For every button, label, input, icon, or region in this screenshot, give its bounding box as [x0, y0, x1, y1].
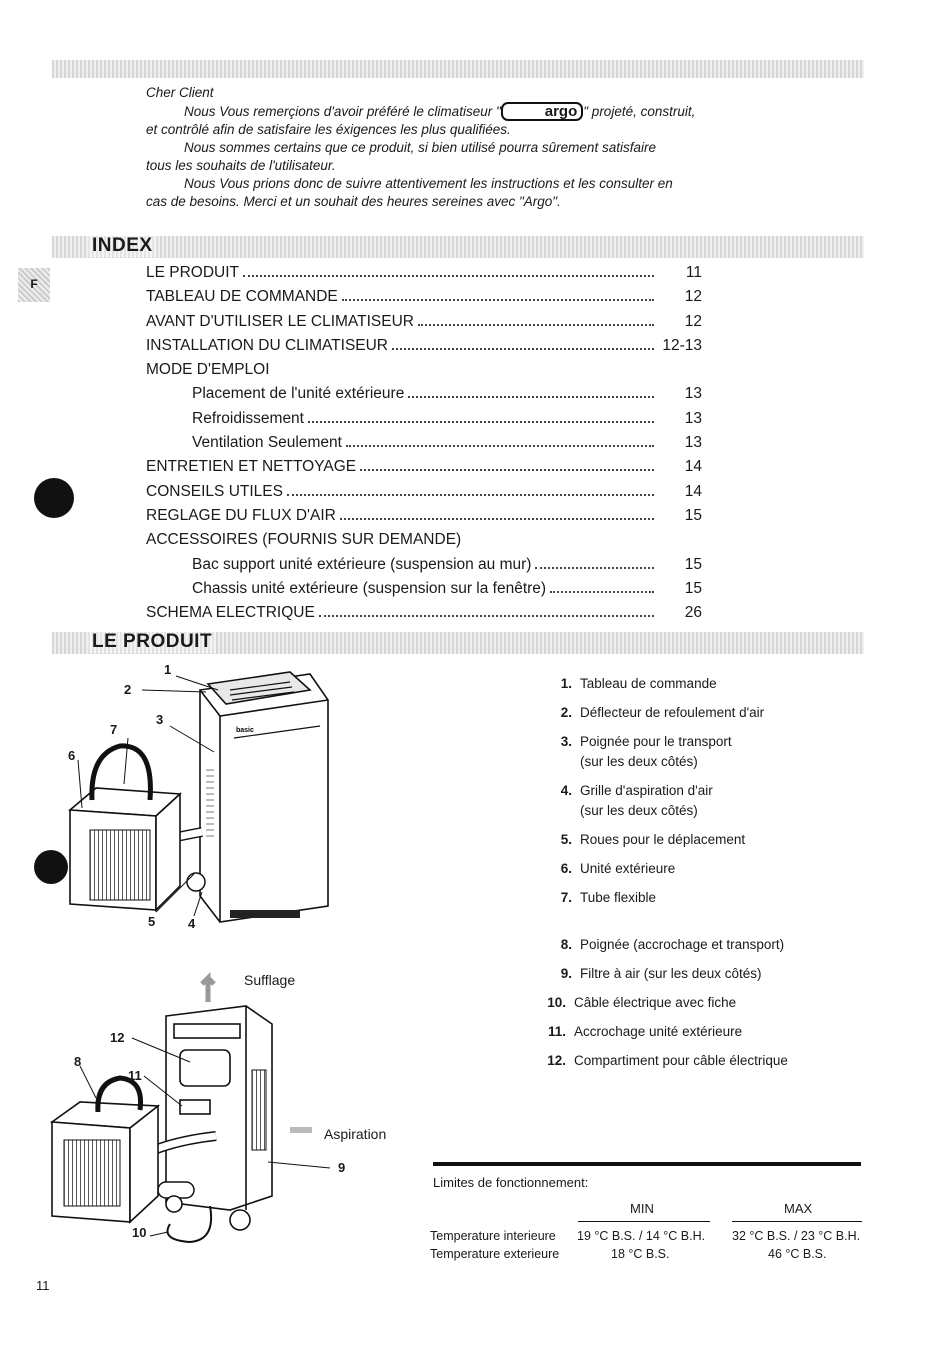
- callout-8: 8: [74, 1054, 82, 1069]
- limits-max-rule: [732, 1221, 862, 1222]
- part-text: Poignée pour le transport: [580, 734, 732, 749]
- part-text: Tube flexible: [580, 890, 657, 905]
- limits-col-min: MIN: [630, 1201, 654, 1216]
- toc-leader: [319, 615, 654, 617]
- part-number: [552, 801, 572, 820]
- list-item: [552, 801, 852, 820]
- toc-leader: [308, 421, 654, 423]
- limits-col-max: MAX: [784, 1201, 813, 1216]
- list-item: [546, 993, 846, 1012]
- toc-page: 14: [684, 458, 702, 476]
- language-tab: F: [18, 268, 50, 302]
- toc-leader: [287, 494, 654, 496]
- toc-row[interactable]: [146, 288, 702, 312]
- part-number: 9.: [560, 966, 572, 981]
- part-number: 3.: [560, 734, 572, 749]
- toc-row[interactable]: [146, 531, 702, 555]
- callout-12: 12: [110, 1030, 125, 1045]
- index-heading: INDEX: [88, 235, 157, 257]
- toc-page: 12: [684, 288, 702, 306]
- toc-title: MODE D'EMPLOI: [146, 361, 270, 379]
- limits-rule: [433, 1162, 861, 1166]
- part-number: 11.: [547, 1024, 566, 1039]
- part-number: 4.: [560, 783, 572, 798]
- toc-row[interactable]: [146, 483, 702, 507]
- list-item: [552, 732, 852, 751]
- toc-row[interactable]: [146, 507, 702, 531]
- toc-title: Chassis unité extérieure (suspension sur la fenêtre): [192, 579, 547, 597]
- list-item: [546, 1022, 846, 1041]
- intro-line-4: tous les souhaits de l'utilisateur.: [146, 158, 336, 173]
- part-text: Roues pour le déplacement: [580, 832, 746, 847]
- toc-row[interactable]: [146, 580, 702, 604]
- list-item: [552, 674, 852, 693]
- toc-title: ACCESSOIRES (FOURNIS SUR DEMANDE): [146, 531, 462, 549]
- part-text: Poignée (accrochage et transport): [580, 937, 785, 952]
- toc-page: 12-13: [662, 336, 702, 354]
- toc-row[interactable]: [146, 458, 702, 482]
- part-number: 6.: [560, 861, 572, 876]
- part-number: 8.: [560, 937, 572, 952]
- part-text: Déflecteur de refoulement d'air: [580, 705, 765, 720]
- toc-leader: [550, 591, 654, 593]
- callout-6: 6: [68, 748, 76, 763]
- toc-leader: [340, 518, 654, 520]
- index-list: [146, 264, 702, 628]
- part-text: Grille d'aspiration d'air: [580, 783, 713, 798]
- product-front-illustration: [30, 660, 370, 940]
- toc-row[interactable]: [146, 264, 702, 288]
- part-text: Tableau de commande: [580, 676, 717, 691]
- list-item: [552, 830, 852, 849]
- callout-5: 5: [148, 914, 156, 929]
- callout-3: 3: [156, 712, 164, 727]
- limits-row-max: 46 °C B.S.: [768, 1247, 827, 1261]
- toc-page: 13: [684, 385, 702, 403]
- toc-leader: [342, 299, 654, 301]
- toc-title: Ventilation Seulement: [192, 434, 342, 452]
- list-item: [552, 859, 852, 878]
- operating-limits: [430, 1162, 862, 1166]
- callout-1: 1: [164, 662, 172, 677]
- toc-title: CONSEILS UTILES: [146, 482, 283, 500]
- part-number: 10.: [547, 995, 566, 1010]
- toc-row[interactable]: [146, 434, 702, 458]
- intro-line-3: Nous sommes certains que ce produit, si bien utilisé pourra sûrement satisfaire: [184, 140, 656, 155]
- toc-page: 15: [684, 579, 702, 597]
- toc-title: INSTALLATION DU CLIMATISEUR: [146, 336, 389, 354]
- toc-page: 13: [684, 434, 702, 452]
- toc-title: Refroidissement: [192, 409, 304, 427]
- part-text: Accrochage unité extérieure: [574, 1024, 743, 1039]
- greeting: Cher Client: [146, 85, 214, 100]
- callout-7: 7: [110, 722, 118, 737]
- limits-row-label: Temperature exterieure: [430, 1247, 560, 1261]
- toc-leader: [346, 445, 654, 447]
- list-item: [552, 752, 852, 771]
- callout-2: 2: [124, 682, 132, 697]
- toc-title: ENTRETIEN ET NETTOYAGE: [146, 458, 357, 476]
- intro-letter: [146, 84, 712, 211]
- toc-page: 11: [685, 264, 702, 281]
- intro-line-1: [146, 102, 712, 121]
- toc-row[interactable]: [146, 556, 702, 580]
- toc-leader: [392, 348, 654, 350]
- argo-logo: argo: [501, 102, 584, 121]
- intro-line-1-start: Nous Vous remerçions d'avoir préféré le climatiseur ": [184, 104, 501, 119]
- part-number: 2.: [560, 705, 572, 720]
- toc-title: Placement de l'unité extérieure: [192, 385, 405, 403]
- toc-title: REGLAGE DU FLUX D'AIR: [146, 506, 336, 524]
- limits-title: Limites de fonctionnement:: [433, 1175, 589, 1190]
- toc-leader: [408, 396, 654, 398]
- list-item: [552, 935, 852, 954]
- product-band: [52, 632, 864, 654]
- toc-title: Bac support unité extérieure (suspension au mur): [192, 555, 532, 573]
- toc-row[interactable]: [146, 410, 702, 434]
- list-item: [546, 1051, 846, 1070]
- toc-leader: [535, 567, 654, 569]
- intro-line-5: Nous Vous prions donc de suivre attentivement les instructions et les consulter en: [184, 176, 673, 191]
- toc-page: 12: [684, 312, 702, 330]
- brand-label: basic: [236, 727, 254, 734]
- toc-row[interactable]: [146, 313, 702, 337]
- list-item: [552, 964, 852, 983]
- part-number: [552, 752, 572, 771]
- toc-leader: [360, 469, 654, 471]
- list-item: [552, 888, 852, 907]
- part-text: Unité extérieure: [580, 861, 676, 876]
- intro-line-6: cas de besoins. Merci et un souhait des heures sereines avec "Argo".: [146, 194, 561, 209]
- toc-page: 26: [684, 604, 702, 622]
- bullet-dot: [34, 850, 68, 884]
- part-text: Câble électrique avec fiche: [574, 995, 737, 1010]
- toc-page: 15: [684, 555, 702, 573]
- aspiration-label: Aspiration: [324, 1126, 387, 1142]
- part-text: (sur les deux côtés): [580, 803, 698, 818]
- toc-leader: [418, 324, 654, 326]
- limits-row-label: Temperature interieure: [430, 1229, 556, 1243]
- toc-leader: [243, 275, 654, 277]
- header-band: [52, 60, 864, 78]
- soufflage-label: Sufflage: [244, 972, 296, 988]
- part-number: 7.: [560, 890, 572, 905]
- product-rear-illustration: [40, 970, 360, 1260]
- callout-4: 4: [188, 916, 196, 931]
- toc-title: TABLEAU DE COMMANDE: [146, 288, 338, 306]
- callout-9: 9: [338, 1160, 346, 1175]
- toc-title: LE PRODUIT: [146, 264, 240, 281]
- index-band: [52, 236, 864, 258]
- page-number: 11: [36, 1278, 50, 1293]
- limits-row-max: 32 °C B.S. / 23 °C B.H.: [732, 1229, 861, 1243]
- limits-row-min: 19 °C B.S. / 14 °C B.H.: [577, 1229, 706, 1243]
- product-heading: LE PRODUIT: [88, 631, 216, 653]
- callout-11: 11: [128, 1068, 142, 1083]
- toc-page: 14: [684, 482, 702, 500]
- limits-row-min: 18 °C B.S.: [611, 1247, 670, 1261]
- callout-10: 10: [132, 1225, 147, 1240]
- part-text: Filtre à air (sur les deux côtés): [580, 966, 762, 981]
- limits-min-rule: [578, 1221, 710, 1222]
- intro-line-2: et contrôlé afin de satisfaire les éxigences les plus qualifiées.: [146, 122, 511, 137]
- toc-row[interactable]: [146, 385, 702, 409]
- list-item: [552, 781, 852, 800]
- intro-line-1-end: " projeté, construit,: [583, 104, 696, 119]
- toc-row[interactable]: [146, 604, 702, 628]
- list-item: [552, 703, 852, 722]
- part-number: 12.: [547, 1053, 566, 1068]
- toc-row[interactable]: [146, 361, 702, 385]
- toc-title: AVANT D'UTILISER LE CLIMATISEUR: [146, 312, 414, 330]
- toc-page: 13: [684, 409, 702, 427]
- toc-page: 15: [684, 506, 702, 524]
- toc-title: SCHEMA ELECTRIQUE: [146, 604, 315, 622]
- part-text: (sur les deux côtés): [580, 754, 698, 769]
- part-text: Compartiment pour câble électrique: [574, 1053, 788, 1068]
- bullet-dot: [34, 478, 74, 518]
- part-number: 5.: [560, 832, 572, 847]
- part-number: 1.: [560, 676, 572, 691]
- toc-row[interactable]: [146, 337, 702, 361]
